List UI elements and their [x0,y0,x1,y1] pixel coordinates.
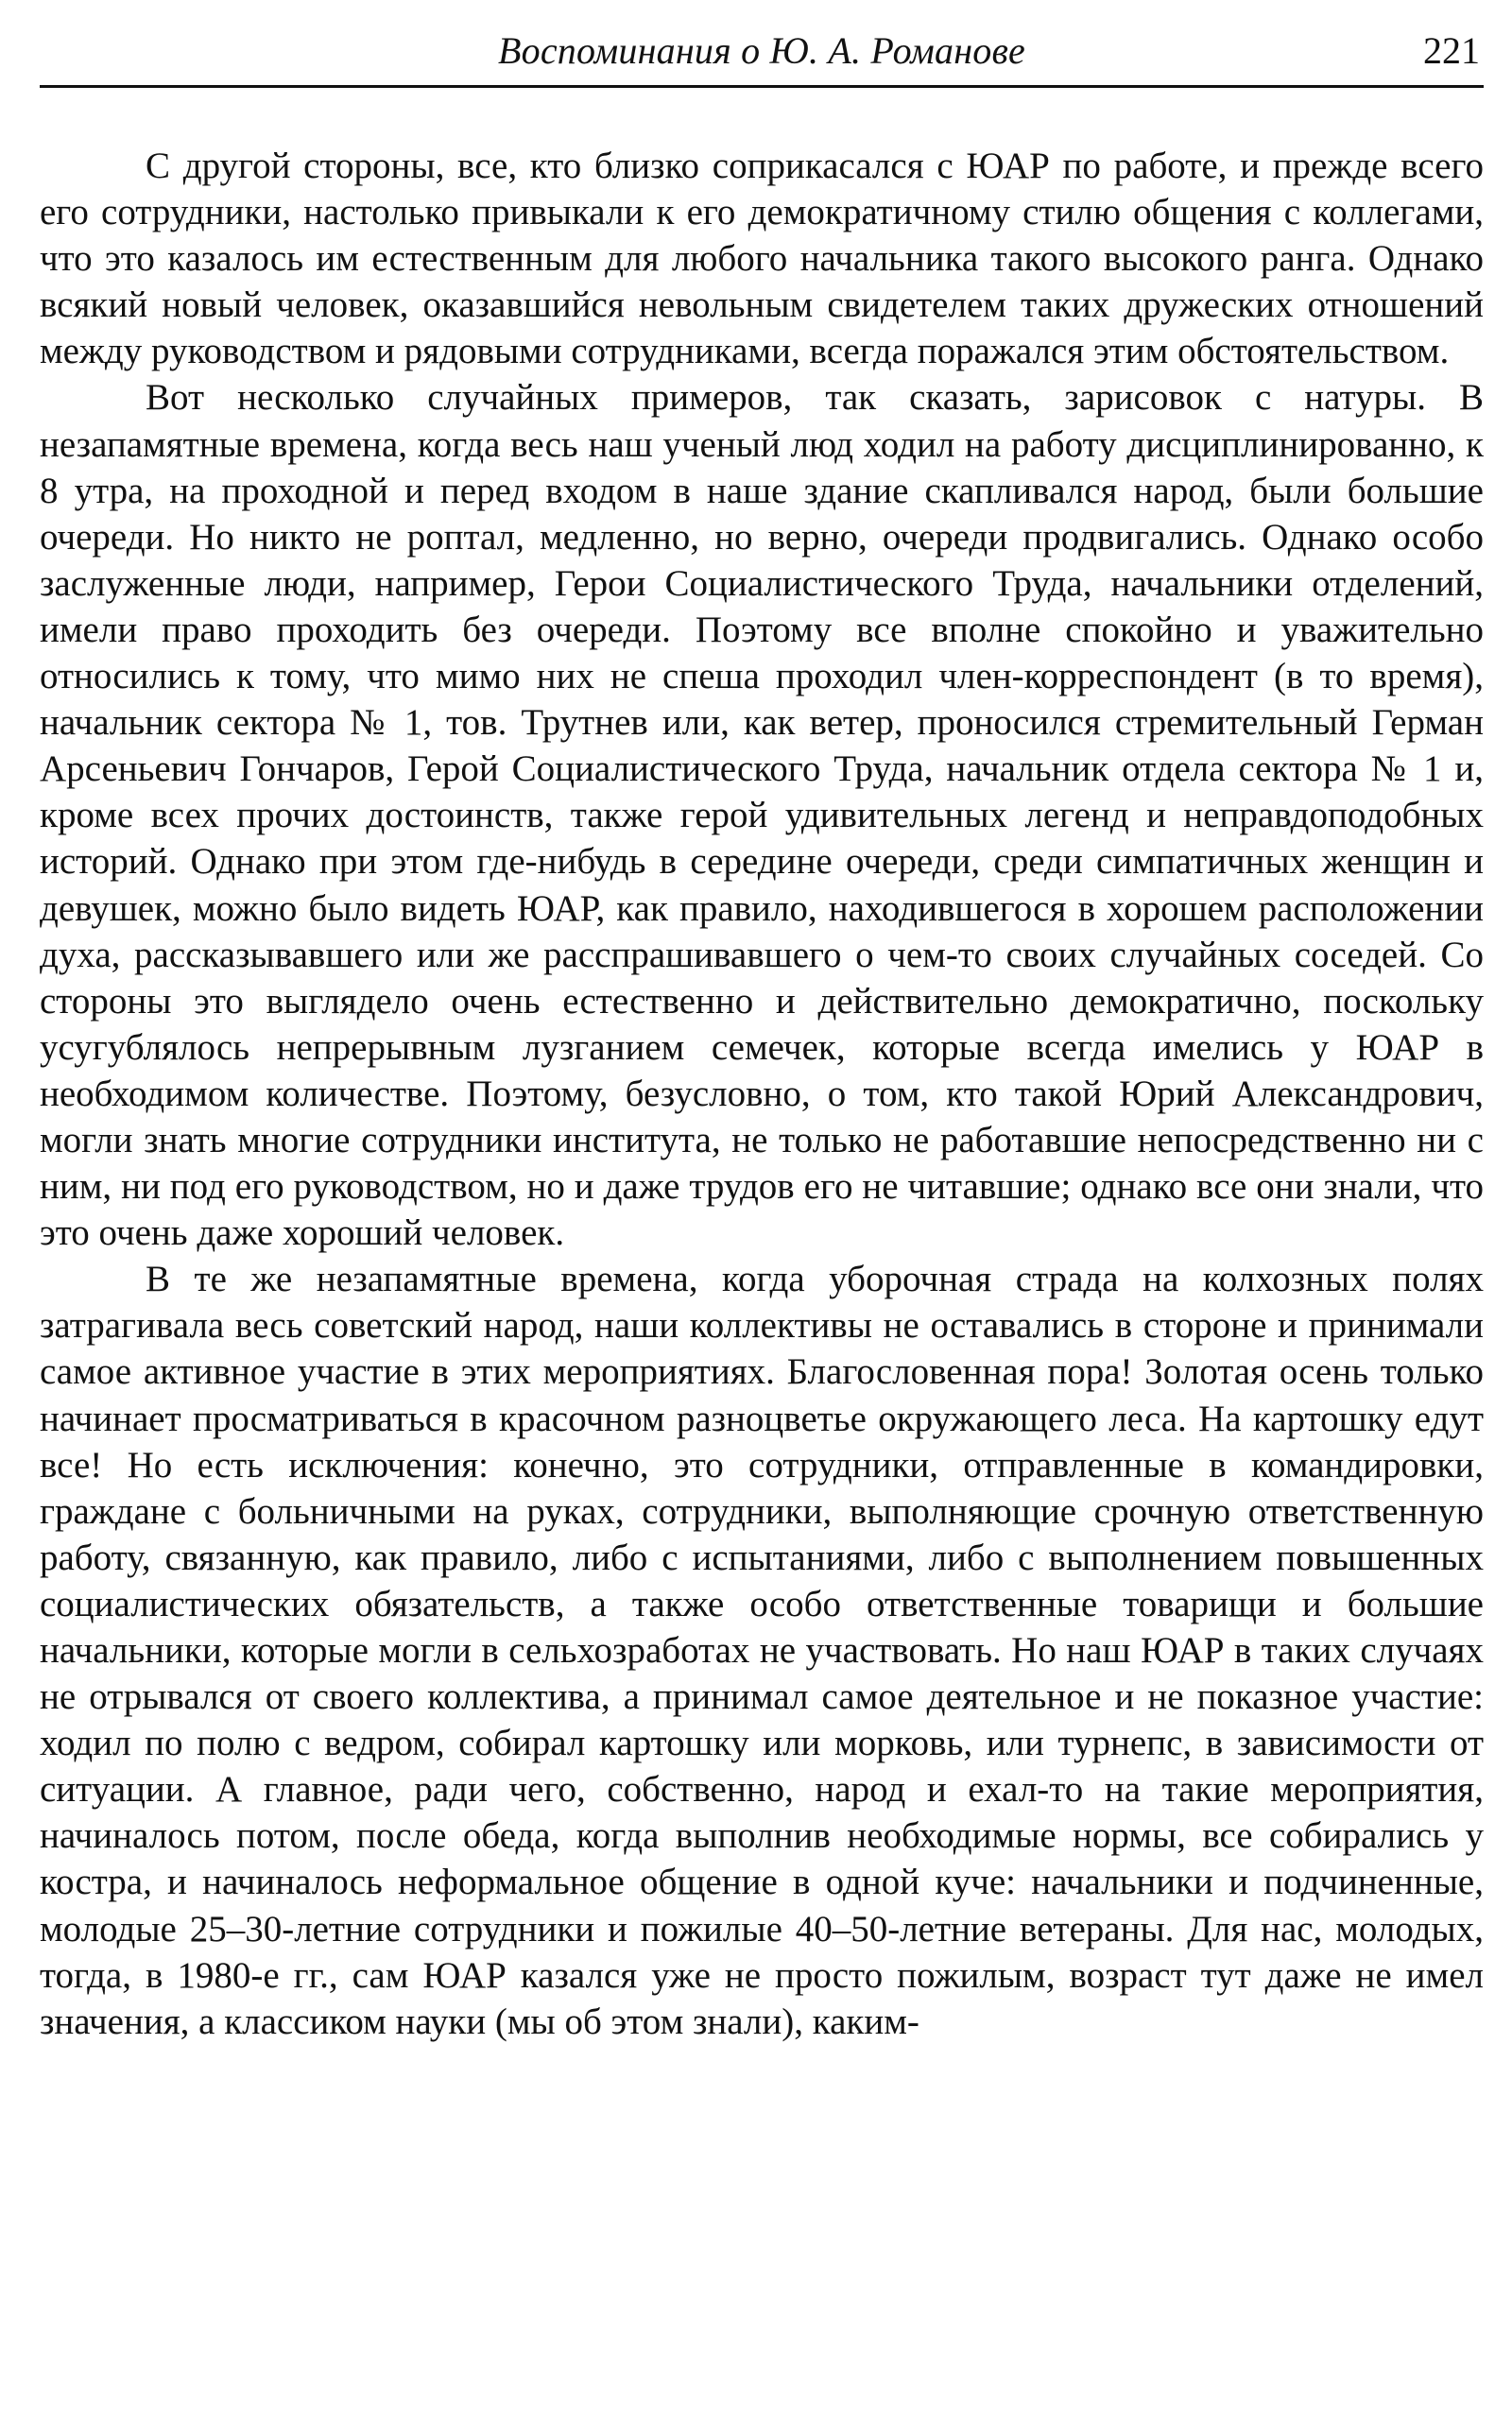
paragraph: Вот несколько случайных примеров, так сказать, зарисовок с натуры. В незапамятные времена, когда весь наш ученый люд ходил на работу дисциплинированно, к 8 утра, на проходной и перед входом в наше здание скапливался народ, были большие очереди. Но никто не роптал, медленно, но верно, очереди продвигались. Однако особо заслуженные люди, например, Герои Социалистического Труда, начальники отделений, имели право проходить без очереди. Поэтому все вполне спокойно и уважительно относились к тому, что мимо них не спеша проходил член-корреспондент (в то время), начальник сектора № 1, тов. Трутнев или, как ветер, проносился стремительный Герман Арсеньевич Гончаров, Герой Социалистического Труда, начальник отдела сектора № 1 и, кроме всех прочих достоинств, также герой удивительных легенд и неправдоподобных историй. Однако при этом где-нибудь в середине очереди, среди симпатичных женщин и девушек, можно было видеть ЮАР, как правило, находившегося в хорошем расположении духа, рассказывавшего или же расспрашивавшего о чем-то своих случайных соседей. Со стороны это выглядело очень естественно и действительно демократично, поскольку усугублялось непрерывным лузганием семечек, которые всегда имелись у ЮАР в необходимом количестве. Поэтому, безусловно, о том, кто такой Юрий Александрович, могли знать многие сотрудники института, не только не работавшие непосредственно ни с ним, ни под его руководством, но и даже трудов его не читавшие; однако все они знали, что это очень даже хороший человек. [40,377,1484,1254]
running-title: Воспоминания о Ю. А. Романове [498,29,1025,72]
body-text [40,143,1484,2045]
paragraph: В те же незапамятные времена, когда уборочная страда на колхозных полях затрагивала весь советский народ, наши коллективы не оставались в стороне и принимали самое активное участие в этих мероприятиях. Благословенная пора! Золотая осень только начинает просматриваться в красочном разноцветье окружающего леса. На картошку едут все! Но есть исключения: конечно, это сотрудники, отправленные в командировки, граждане с больничными на руках, сотрудники, выполняющие срочную ответственную работу, связанную, как правило, либо с испытаниями, либо с выполнением повышенных социалистических обязательств, а также особо ответственные товарищи и большие начальники, которые могли в сельхозработах не участвовать. Но наш ЮАР в таких случаях не отрывался от своего коллектива, а принимал самое деятельное и не показное участие: ходил по полю с ведром, собирал картошку или морковь, или турнепс, в зависимости от ситуации. А главное, ради чего, собственно, народ и ехал-то на такие мероприятия, начиналось потом, после обеда, когда выполнив необходимые нормы, все собирались у костра, и начиналось неформальное общение в одной куче: начальники и подчиненные, молодые 25–30-летние сотрудники и пожилые 40–50-летние ветераны. Для нас, молодых, тогда, в 1980-е гг., сам ЮАР казался уже не просто пожилым, возраст тут даже не имел значения, а классиком науки (мы об этом знали), каким- [40,1259,1484,2042]
page-number: 221 [1423,29,1480,72]
running-header [40,26,1484,88]
paragraph: С другой стороны, все, кто близко соприкасался с ЮАР по работе, и прежде всего его сотрудники, настолько привыкали к его демократичному стилю общения с коллегами, что это казалось им естественным для любого начальника такого высокого ранга. Однако всякий новый человек, оказавшийся невольным свидетелем таких дружеских отношений между руководством и рядовыми сотрудниками, всегда поражался этим обстоятельством. [40,146,1484,372]
book-page [40,26,1484,2408]
